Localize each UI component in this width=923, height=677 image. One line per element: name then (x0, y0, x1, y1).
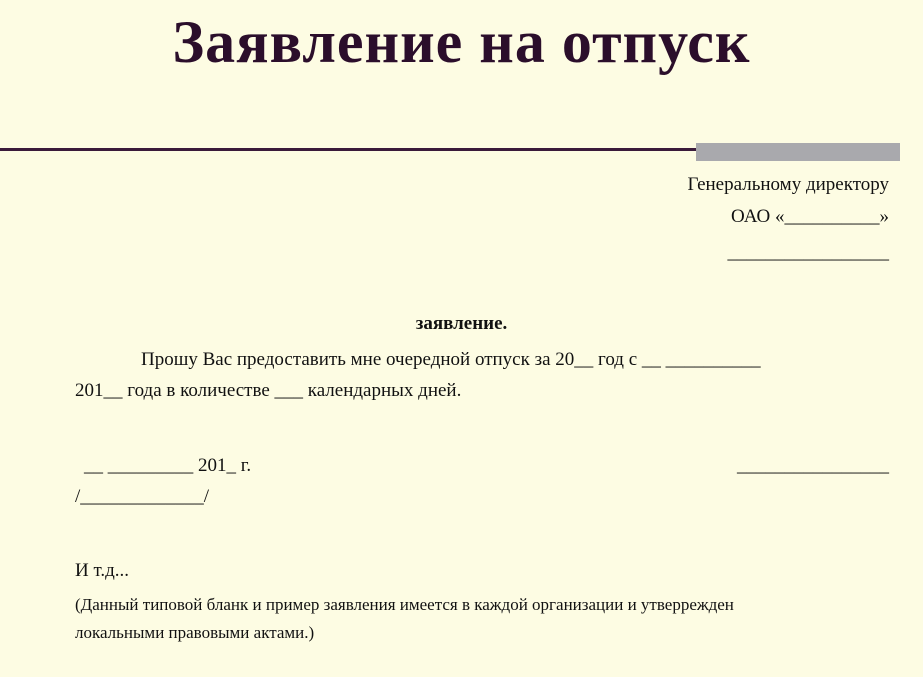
signature-line: ________________ (737, 455, 889, 476)
etc-text: И т.д... (75, 560, 130, 581)
note-line-1: (Данный типовой бланк и пример заявления имеется в каждой организации и утверрежден (75, 595, 734, 614)
recipient-line-1: Генеральному директору (687, 174, 889, 195)
body-line-2: 201__ года в количестве ___ календарных дней. (75, 380, 462, 401)
recipient-line-3: _________________ (727, 242, 889, 263)
recipient-line-2: ОАО «__________» (730, 206, 889, 227)
divider-accent-bar (696, 143, 900, 161)
statement-heading: заявление. (415, 313, 508, 334)
page-title: Заявление на отпуск (172, 9, 751, 75)
body-line-1: Прошу Вас предоставить мне очередной отпуск за 20__ год с __ __________ (141, 349, 761, 370)
note-line-2: локальными правовыми актами.) (75, 623, 315, 642)
signature-date: __ _________ 201_ г. (84, 455, 252, 476)
signature-name: /_____________/ (75, 486, 210, 507)
